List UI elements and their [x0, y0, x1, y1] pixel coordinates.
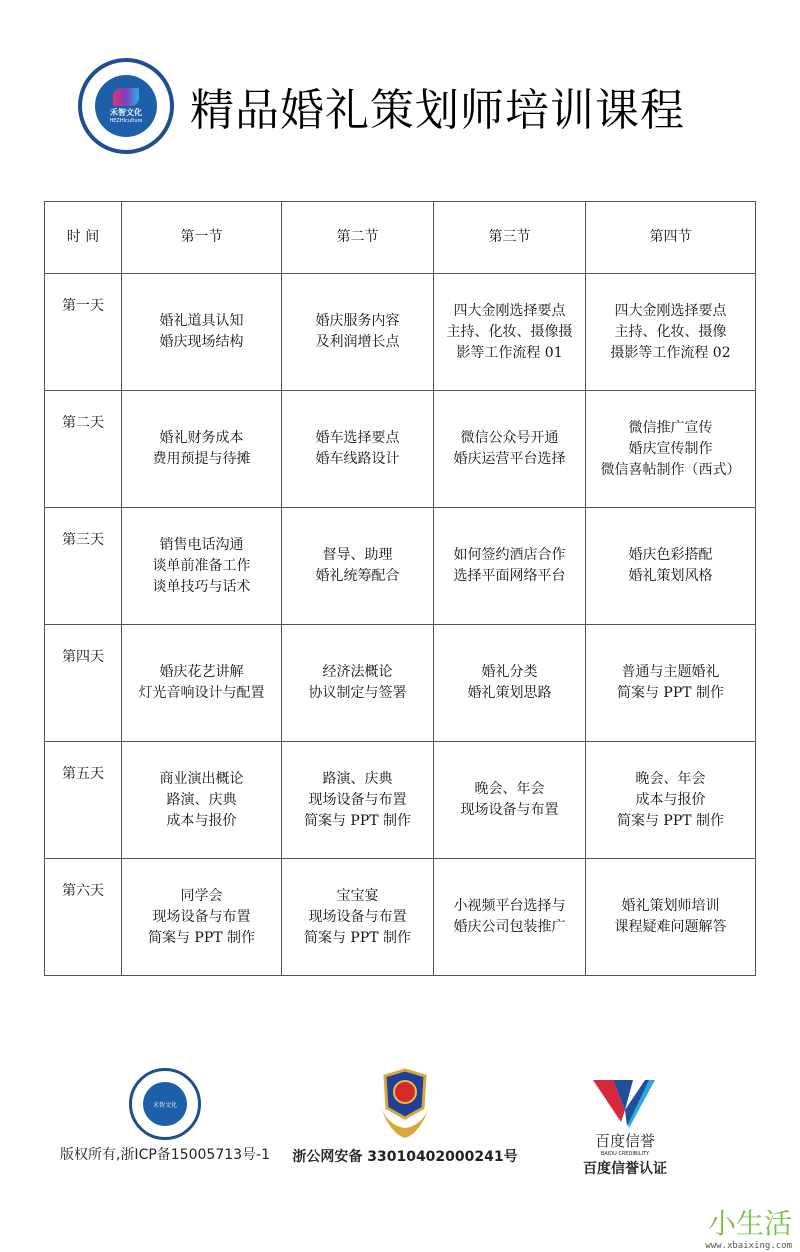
session-line: 主持、化妆、摄像摄: [446, 323, 573, 340]
table-row: [45, 742, 756, 859]
table-row: [45, 859, 756, 976]
session-cell: [282, 274, 434, 391]
baidu-cert-text: 百度信誉认证: [583, 1161, 667, 1177]
session-cell: [434, 859, 586, 976]
session-line: 及利润增长点: [315, 334, 400, 350]
table-row: [45, 274, 756, 391]
day-cell: 第二天: [45, 391, 122, 508]
session-line: 现场设备与布置: [152, 908, 251, 925]
session-line: 微信推广宣传: [628, 419, 713, 436]
police-emblem-icon: [377, 1068, 433, 1140]
table-row: [45, 391, 756, 508]
session-line: 婚礼策划思路: [467, 685, 552, 701]
session-line: 小视频平台选择与: [453, 898, 566, 914]
session-line: 费用预提与待摊: [152, 451, 251, 467]
session-line: 协议制定与签署: [308, 685, 407, 701]
day-cell: 第三天: [45, 508, 122, 625]
session-line: 婚庆公司包装推广: [453, 919, 566, 935]
baidu-credibility-logo-icon: [593, 1080, 657, 1130]
session-line: 婚礼策划师培训: [621, 898, 720, 914]
table-row: [45, 508, 756, 625]
session-cell: [282, 625, 434, 742]
session-cell: [282, 742, 434, 859]
column-header: 时 间: [45, 202, 122, 274]
session-line: 路演、庆典: [166, 791, 237, 808]
session-line: 婚庆运营平台选择: [453, 451, 566, 467]
police-block: [285, 1068, 525, 1178]
session-cell: [434, 742, 586, 859]
session-line: 成本与报价: [635, 791, 706, 808]
session-line: 现场设备与布置: [308, 791, 407, 808]
logo-en: HEZHIculture: [109, 117, 143, 124]
session-line: 简案与 PPT 制作: [303, 929, 412, 946]
column-header: 第一节: [122, 202, 282, 274]
session-line: 灯光音响设计与配置: [138, 685, 265, 701]
session-line: 婚礼财务成本: [159, 430, 244, 446]
session-line: 简案与 PPT 制作: [616, 685, 725, 701]
session-cell: [282, 859, 434, 976]
hezhi-logo: [78, 58, 174, 154]
small-logo-text: 禾智文化: [143, 1082, 187, 1126]
session-line: 课程疑难问题解答: [614, 919, 727, 935]
session-line: 成本与报价: [166, 812, 237, 829]
session-line: 督导、助理: [322, 547, 393, 563]
session-line: 影等工作流程 01: [456, 344, 563, 361]
session-line: 现场设备与布置: [460, 802, 559, 818]
session-cell: [434, 391, 586, 508]
session-cell: [282, 508, 434, 625]
session-line: 婚庆服务内容: [315, 313, 400, 329]
logo-cn: 禾智文化: [110, 107, 142, 117]
column-header: 第二节: [282, 202, 434, 274]
table-row: [45, 625, 756, 742]
session-cell: [122, 391, 282, 508]
session-line: 婚庆现场结构: [159, 334, 244, 350]
session-line: 四大金刚选择要点: [614, 302, 727, 319]
session-line: 婚礼分类: [481, 664, 538, 680]
header-row: [45, 202, 756, 274]
session-line: 婚庆色彩搭配: [628, 547, 713, 563]
session-line: 简案与 PPT 制作: [147, 929, 256, 946]
footer: [0, 1068, 800, 1178]
watermark-url: www.xbaixing.com: [705, 1241, 792, 1251]
session-line: 路演、庆典: [322, 770, 393, 787]
session-line: 谈单技巧与话术: [152, 578, 251, 595]
baidu-block: [525, 1068, 725, 1178]
session-line: 选择平面网络平台: [453, 568, 566, 584]
session-cell: [586, 274, 756, 391]
session-cell: [122, 859, 282, 976]
baidu-logo-text: 百度信誉: [594, 1132, 655, 1150]
session-line: 如何签约酒店合作: [453, 547, 566, 563]
page-title: 精品婚礼策划师培训课程: [190, 85, 685, 136]
header: [0, 58, 800, 154]
session-line: 晚会、年会: [635, 770, 706, 787]
session-cell: [122, 508, 282, 625]
session-line: 简案与 PPT 制作: [616, 812, 725, 829]
session-line: 经济法概论: [322, 664, 393, 680]
session-line: 微信喜帖制作（西式）: [600, 461, 741, 478]
day-cell: 第五天: [45, 742, 122, 859]
day-cell: 第一天: [45, 274, 122, 391]
watermark: 小生活: [707, 1207, 792, 1240]
session-line: 婚礼策划风格: [628, 568, 713, 584]
session-cell: [434, 625, 586, 742]
column-header: 第三节: [434, 202, 586, 274]
session-line: 商业演出概论: [159, 770, 244, 787]
session-cell: [282, 391, 434, 508]
session-line: 普通与主题婚礼: [621, 664, 720, 680]
session-line: 晚会、年会: [474, 781, 545, 797]
session-line: 同学会: [180, 887, 223, 904]
session-line: 谈单前准备工作: [152, 557, 251, 574]
session-line: 婚庆宣传制作: [628, 440, 713, 457]
session-line: 主持、化妆、摄像: [614, 323, 727, 340]
session-line: 销售电话沟通: [159, 536, 244, 553]
session-cell: [586, 508, 756, 625]
watermark-block: [0, 1208, 800, 1252]
session-cell: [122, 625, 282, 742]
session-line: 婚庆花艺讲解: [159, 664, 244, 680]
schedule-table: [44, 201, 756, 976]
day-cell: 第四天: [45, 625, 122, 742]
session-line: 微信公众号开通: [460, 430, 559, 446]
session-cell: [586, 859, 756, 976]
session-line: 宝宝宴: [336, 887, 379, 904]
hezhi-small-logo: [129, 1068, 201, 1140]
session-line: 婚车线路设计: [315, 451, 400, 467]
session-cell: [586, 742, 756, 859]
column-header: 第四节: [586, 202, 756, 274]
session-line: 现场设备与布置: [308, 908, 407, 925]
copyright-text: 版权所有,浙ICP备15005713号-1: [59, 1147, 270, 1163]
session-cell: [434, 508, 586, 625]
session-line: 摄影等工作流程 02: [610, 344, 731, 361]
session-cell: [122, 274, 282, 391]
police-record-text: 浙公网安备 33010402000241号: [292, 1149, 518, 1165]
session-line: 简案与 PPT 制作: [303, 812, 412, 829]
logo-wave-icon: [113, 88, 139, 106]
session-cell: [434, 274, 586, 391]
session-cell: [586, 625, 756, 742]
session-line: 婚礼统筹配合: [315, 568, 400, 584]
session-line: 婚礼道具认知: [159, 313, 244, 329]
session-cell: [122, 742, 282, 859]
copyright-block: [45, 1068, 285, 1178]
day-cell: 第六天: [45, 859, 122, 976]
baidu-en-text: BAIDU CREDIBILITY: [600, 1151, 650, 1157]
session-line: 婚车选择要点: [315, 430, 400, 446]
session-cell: [586, 391, 756, 508]
session-line: 四大金刚选择要点: [453, 302, 566, 319]
